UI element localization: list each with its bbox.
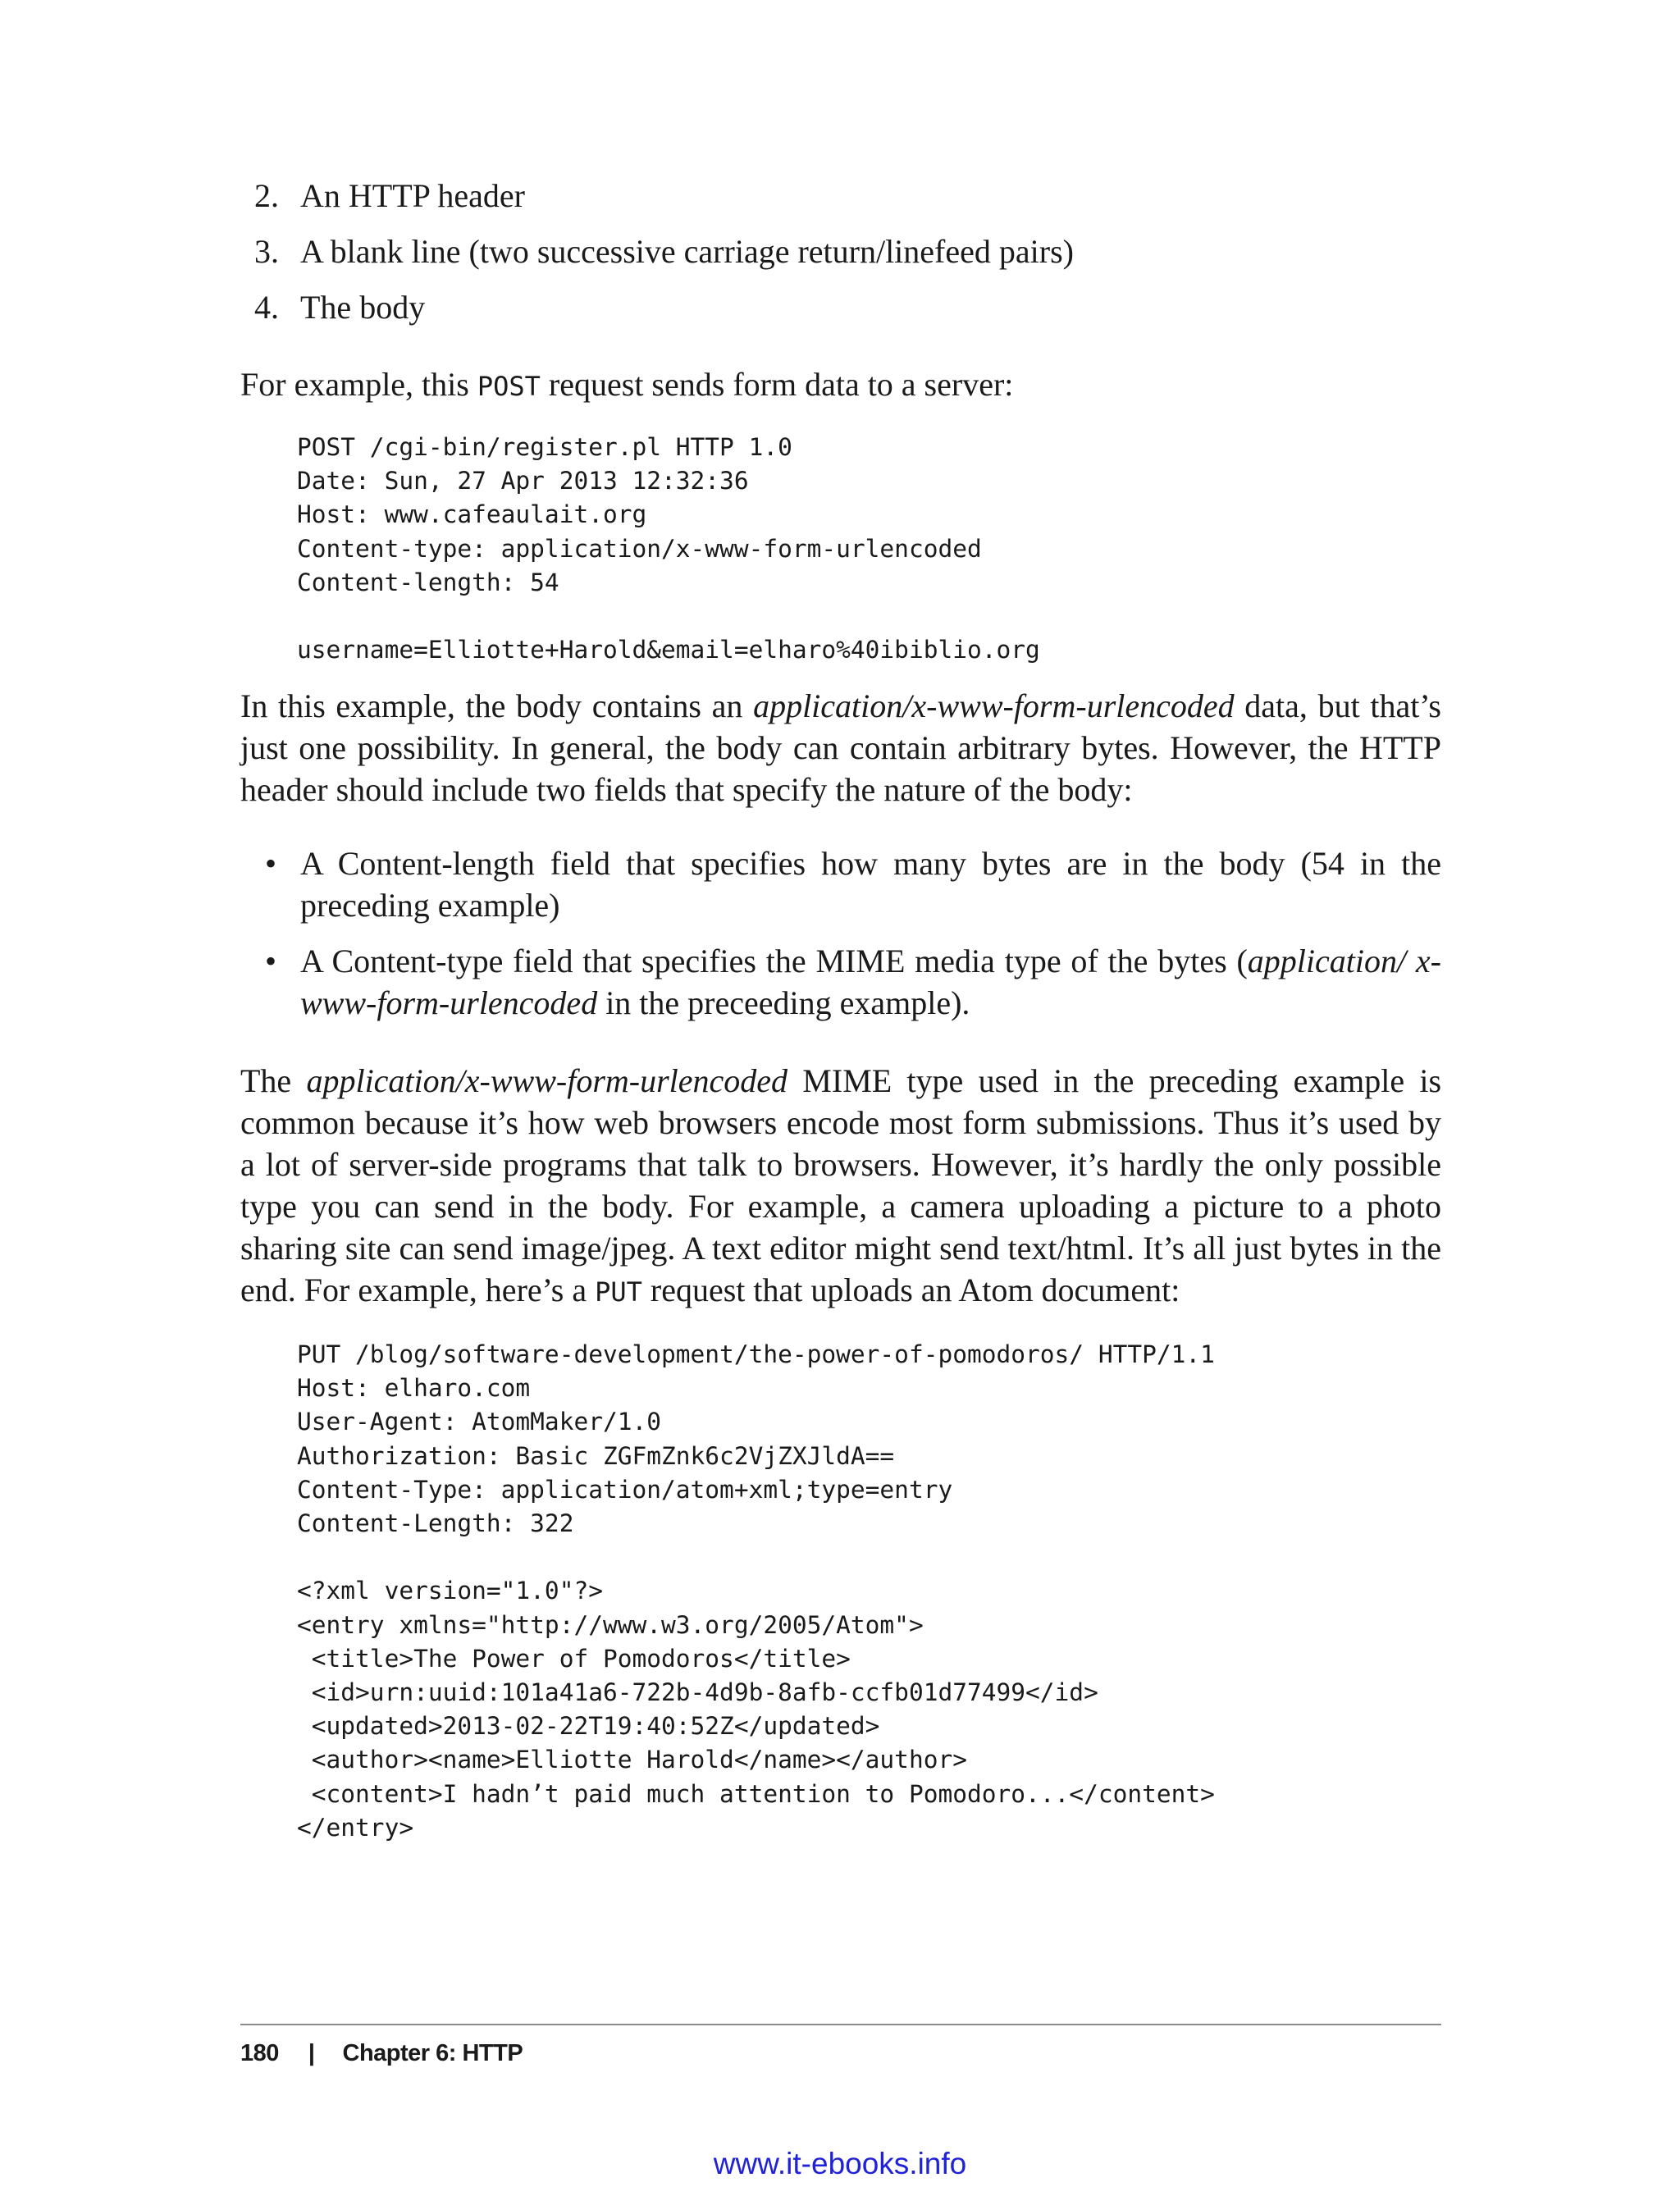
bullet-dot: •	[265, 943, 277, 979]
bullet-dot: •	[265, 845, 277, 882]
list-number: 4.	[254, 289, 279, 326]
watermark-link[interactable]: www.it-ebooks.info	[713, 2147, 967, 2180]
list-number: 2.	[254, 177, 279, 214]
intro-paragraph	[240, 363, 1441, 408]
chapter-title: Chapter 6: HTTP	[342, 2040, 523, 2066]
paragraph-emphasis: application/x-www-form-urlencoded	[306, 1062, 788, 1099]
list-item	[240, 231, 1441, 272]
list-item	[240, 286, 1441, 328]
list-number: 3.	[254, 233, 279, 270]
numbered-list	[240, 175, 1441, 342]
code-block-put-request: PUT /blog/software-development/the-power-of-pomodoros/ HTTP/1.1 Host: elharo.com User-Agent: AtomMaker/1.0 Authorization: Basic ZGFmZnk6c2VjZXJldA== Content-Type: application/atom+xml;type=entry Content-Length: 322 <?xml version="1.0"?> <entry xmlns="http://www.w3.org/2005/Atom"> <title>The Power of Pomodoros</title> <id>urn:uuid:101a41a6-722b-4d9b-8afb-ccfb01d77499</id> <updated>2013-02-22T19:40:52Z</updated> <author><name>Elliotte Harold</name></author> <content>I hadn’t paid much attention to Pomodoro...</content> </entry>	[297, 1340, 1215, 1842]
paragraph-text: In this example, the body contains an	[240, 687, 754, 724]
bullet-emphasis: application/ x-www-form-urlencoded	[300, 943, 1442, 1021]
list-text: The body	[300, 289, 426, 326]
inline-code: POST	[477, 371, 541, 402]
inline-code: PUT	[595, 1276, 642, 1308]
intro-text: request sends form data to a server:	[540, 366, 1014, 403]
list-text: A blank line (two successive carriage return/linefeed pairs)	[300, 233, 1074, 270]
bullet-text: A Content-length field that specifies how many bytes are in the body (54 in the preceding example)	[300, 845, 1441, 924]
footer-divider	[240, 2024, 1441, 2025]
bullet-text: A Content-type field that specifies the MIME media type of the bytes (	[300, 943, 1248, 979]
footer-separator: |	[308, 2040, 315, 2066]
body-paragraph-2	[240, 1060, 1441, 1313]
page-number: 180	[240, 2040, 279, 2066]
bullet-item	[240, 842, 1441, 926]
bullet-text: in the preceeding example).	[597, 984, 970, 1021]
bullet-list	[240, 842, 1441, 1038]
page-footer	[240, 2038, 523, 2068]
list-text: An HTTP header	[300, 177, 525, 214]
body-paragraph-1	[240, 685, 1441, 810]
list-item	[240, 175, 1441, 217]
paragraph-text: The	[240, 1062, 307, 1099]
bullet-item	[240, 940, 1441, 1024]
intro-text: For example, this	[240, 366, 477, 403]
code-block-post-request: POST /cgi-bin/register.pl HTTP 1.0 Date: Sun, 27 Apr 2013 12:32:36 Host: www.cafeaulait.org Content-type: application/x-www-form-urlencoded Content-length: 54 username=Elliotte+Harold&email=elharo%40ibiblio.org	[297, 433, 1040, 664]
book-page	[240, 0, 1441, 2205]
paragraph-text: MIME type used in the preceding example is common because it’s how web browsers encode most form submissions. Thus it’s used by a lot of server-side programs that talk to browsers. However, it’s hardly the only possible type you can send in the body. For example, a camera uploading a picture to a photo sharing site can send image/jpeg. A text editor might send text/html. It’s all just bytes in the end. For example, here’s a	[240, 1062, 1442, 1308]
paragraph-text: data, but that’s just one possibility. In general, the body can contain arbitrary bytes. However, the HTTP header should include two fields that specify the nature of the body:	[240, 687, 1441, 808]
paragraph-emphasis: application/x-www-form-urlencoded	[753, 687, 1235, 724]
paragraph-text: request that uploads an Atom document:	[641, 1271, 1180, 1308]
